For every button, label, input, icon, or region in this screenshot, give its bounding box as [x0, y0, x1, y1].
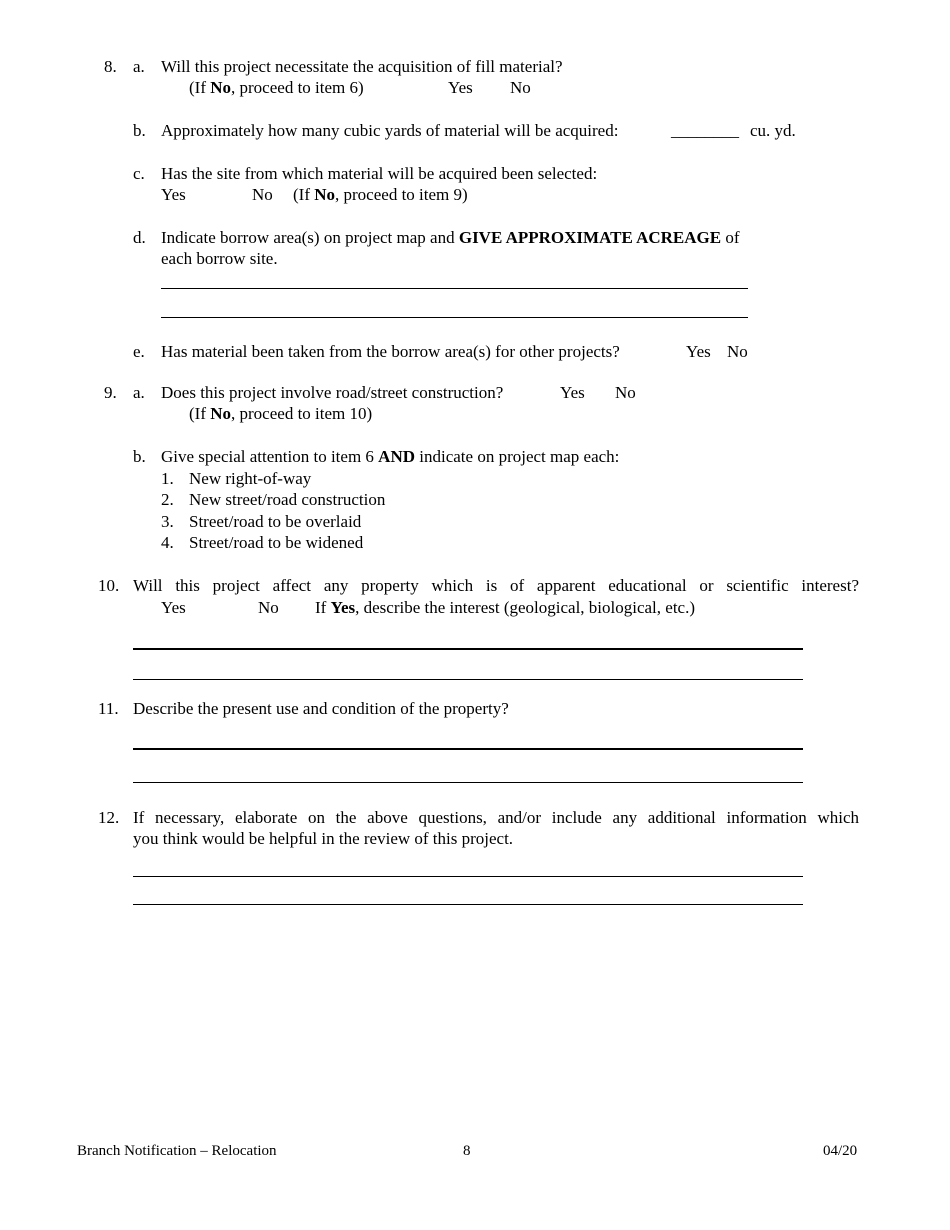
- q8a-note: (If No, proceed to item 6): [189, 78, 364, 97]
- q10-note: If Yes, describe the interest (geological, biological, etc.): [315, 598, 696, 617]
- footer-revision-date: 04/20: [823, 1143, 858, 1159]
- q8a-yes-option[interactable]: Yes: [448, 78, 473, 97]
- q9a-letter: a.: [133, 383, 145, 402]
- footer-page-number: 8: [463, 1143, 471, 1159]
- q11-number: 11.: [98, 699, 119, 718]
- q8b-letter: b.: [133, 121, 146, 140]
- footer-form-title: Branch Notification – Relocation: [77, 1143, 277, 1159]
- q9b-item-label: New street/road construction: [189, 490, 386, 509]
- q9b-item-label: New right-of-way: [189, 469, 312, 488]
- q10-yes-option[interactable]: Yes: [161, 598, 186, 617]
- q9a-no-option[interactable]: No: [615, 383, 636, 402]
- q8b-cubic-yards-blank[interactable]: ________: [671, 121, 739, 140]
- q11-answer-line-1[interactable]: [133, 748, 803, 750]
- q8d-letter: d.: [133, 228, 146, 247]
- q8-number: 8.: [104, 57, 117, 76]
- q9a-note: (If No, proceed to item 10): [189, 404, 373, 423]
- q10-no-option[interactable]: No: [258, 598, 279, 617]
- q10-answer-line-2[interactable]: [133, 679, 803, 680]
- q11-answer-line-2[interactable]: [133, 782, 803, 783]
- q12-question-line2: you think would be helpful in the review of this project.: [133, 829, 514, 848]
- q9b-item-number: 4.: [161, 533, 174, 552]
- q9b-item-number: 3.: [161, 512, 174, 531]
- q10-question: Will this project affect any property which is of apparent educational or scientific interest?: [133, 576, 859, 595]
- q8e-no-option[interactable]: No: [727, 342, 748, 361]
- q9b-item-number: 1.: [161, 469, 174, 488]
- q12-answer-line-1[interactable]: [133, 876, 803, 877]
- q9b-question: Give special attention to item 6 AND indicate on project map each:: [161, 447, 620, 466]
- q8c-note: (If No, proceed to item 9): [293, 185, 468, 204]
- q8a-question: Will this project necessitate the acquisition of fill material?: [161, 57, 563, 76]
- q10-number: 10.: [98, 576, 120, 595]
- q8a-letter: a.: [133, 57, 145, 76]
- q8d-question-line2: each borrow site.: [161, 249, 278, 268]
- q9b-item-label: Street/road to be widened: [189, 533, 364, 552]
- q8c-no-option[interactable]: No: [252, 185, 273, 204]
- q8e-letter: e.: [133, 342, 145, 361]
- q9b-item-label: Street/road to be overlaid: [189, 512, 362, 531]
- q8c-letter: c.: [133, 164, 145, 183]
- q9b-letter: b.: [133, 447, 146, 466]
- q10-answer-line-1[interactable]: [133, 648, 803, 650]
- q9a-yes-option[interactable]: Yes: [560, 383, 585, 402]
- q12-question: If necessary, elaborate on the above questions, and/or include any additional information which: [133, 808, 859, 827]
- q8d-answer-line-2[interactable]: [161, 317, 748, 318]
- q8d-answer-line-1[interactable]: [161, 288, 748, 289]
- q8c-yes-option[interactable]: Yes: [161, 185, 186, 204]
- q8b-question: Approximately how many cubic yards of material will be acquired:: [161, 121, 619, 140]
- q8d-question: Indicate borrow area(s) on project map and GIVE APPROXIMATE ACREAGE of: [161, 228, 740, 247]
- q8b-unit: cu. yd.: [750, 121, 796, 140]
- q8a-no-option[interactable]: No: [510, 78, 531, 97]
- q12-answer-line-2[interactable]: [133, 904, 803, 905]
- q9b-item-number: 2.: [161, 490, 174, 509]
- q12-number: 12.: [98, 808, 120, 827]
- q8c-question: Has the site from which material will be acquired been selected:: [161, 164, 598, 183]
- q8e-yes-option[interactable]: Yes: [686, 342, 711, 361]
- q11-question: Describe the present use and condition of the property?: [133, 699, 509, 718]
- q9a-question: Does this project involve road/street construction?: [161, 383, 504, 402]
- q8e-question: Has material been taken from the borrow area(s) for other projects?: [161, 342, 620, 361]
- q9-number: 9.: [104, 383, 117, 402]
